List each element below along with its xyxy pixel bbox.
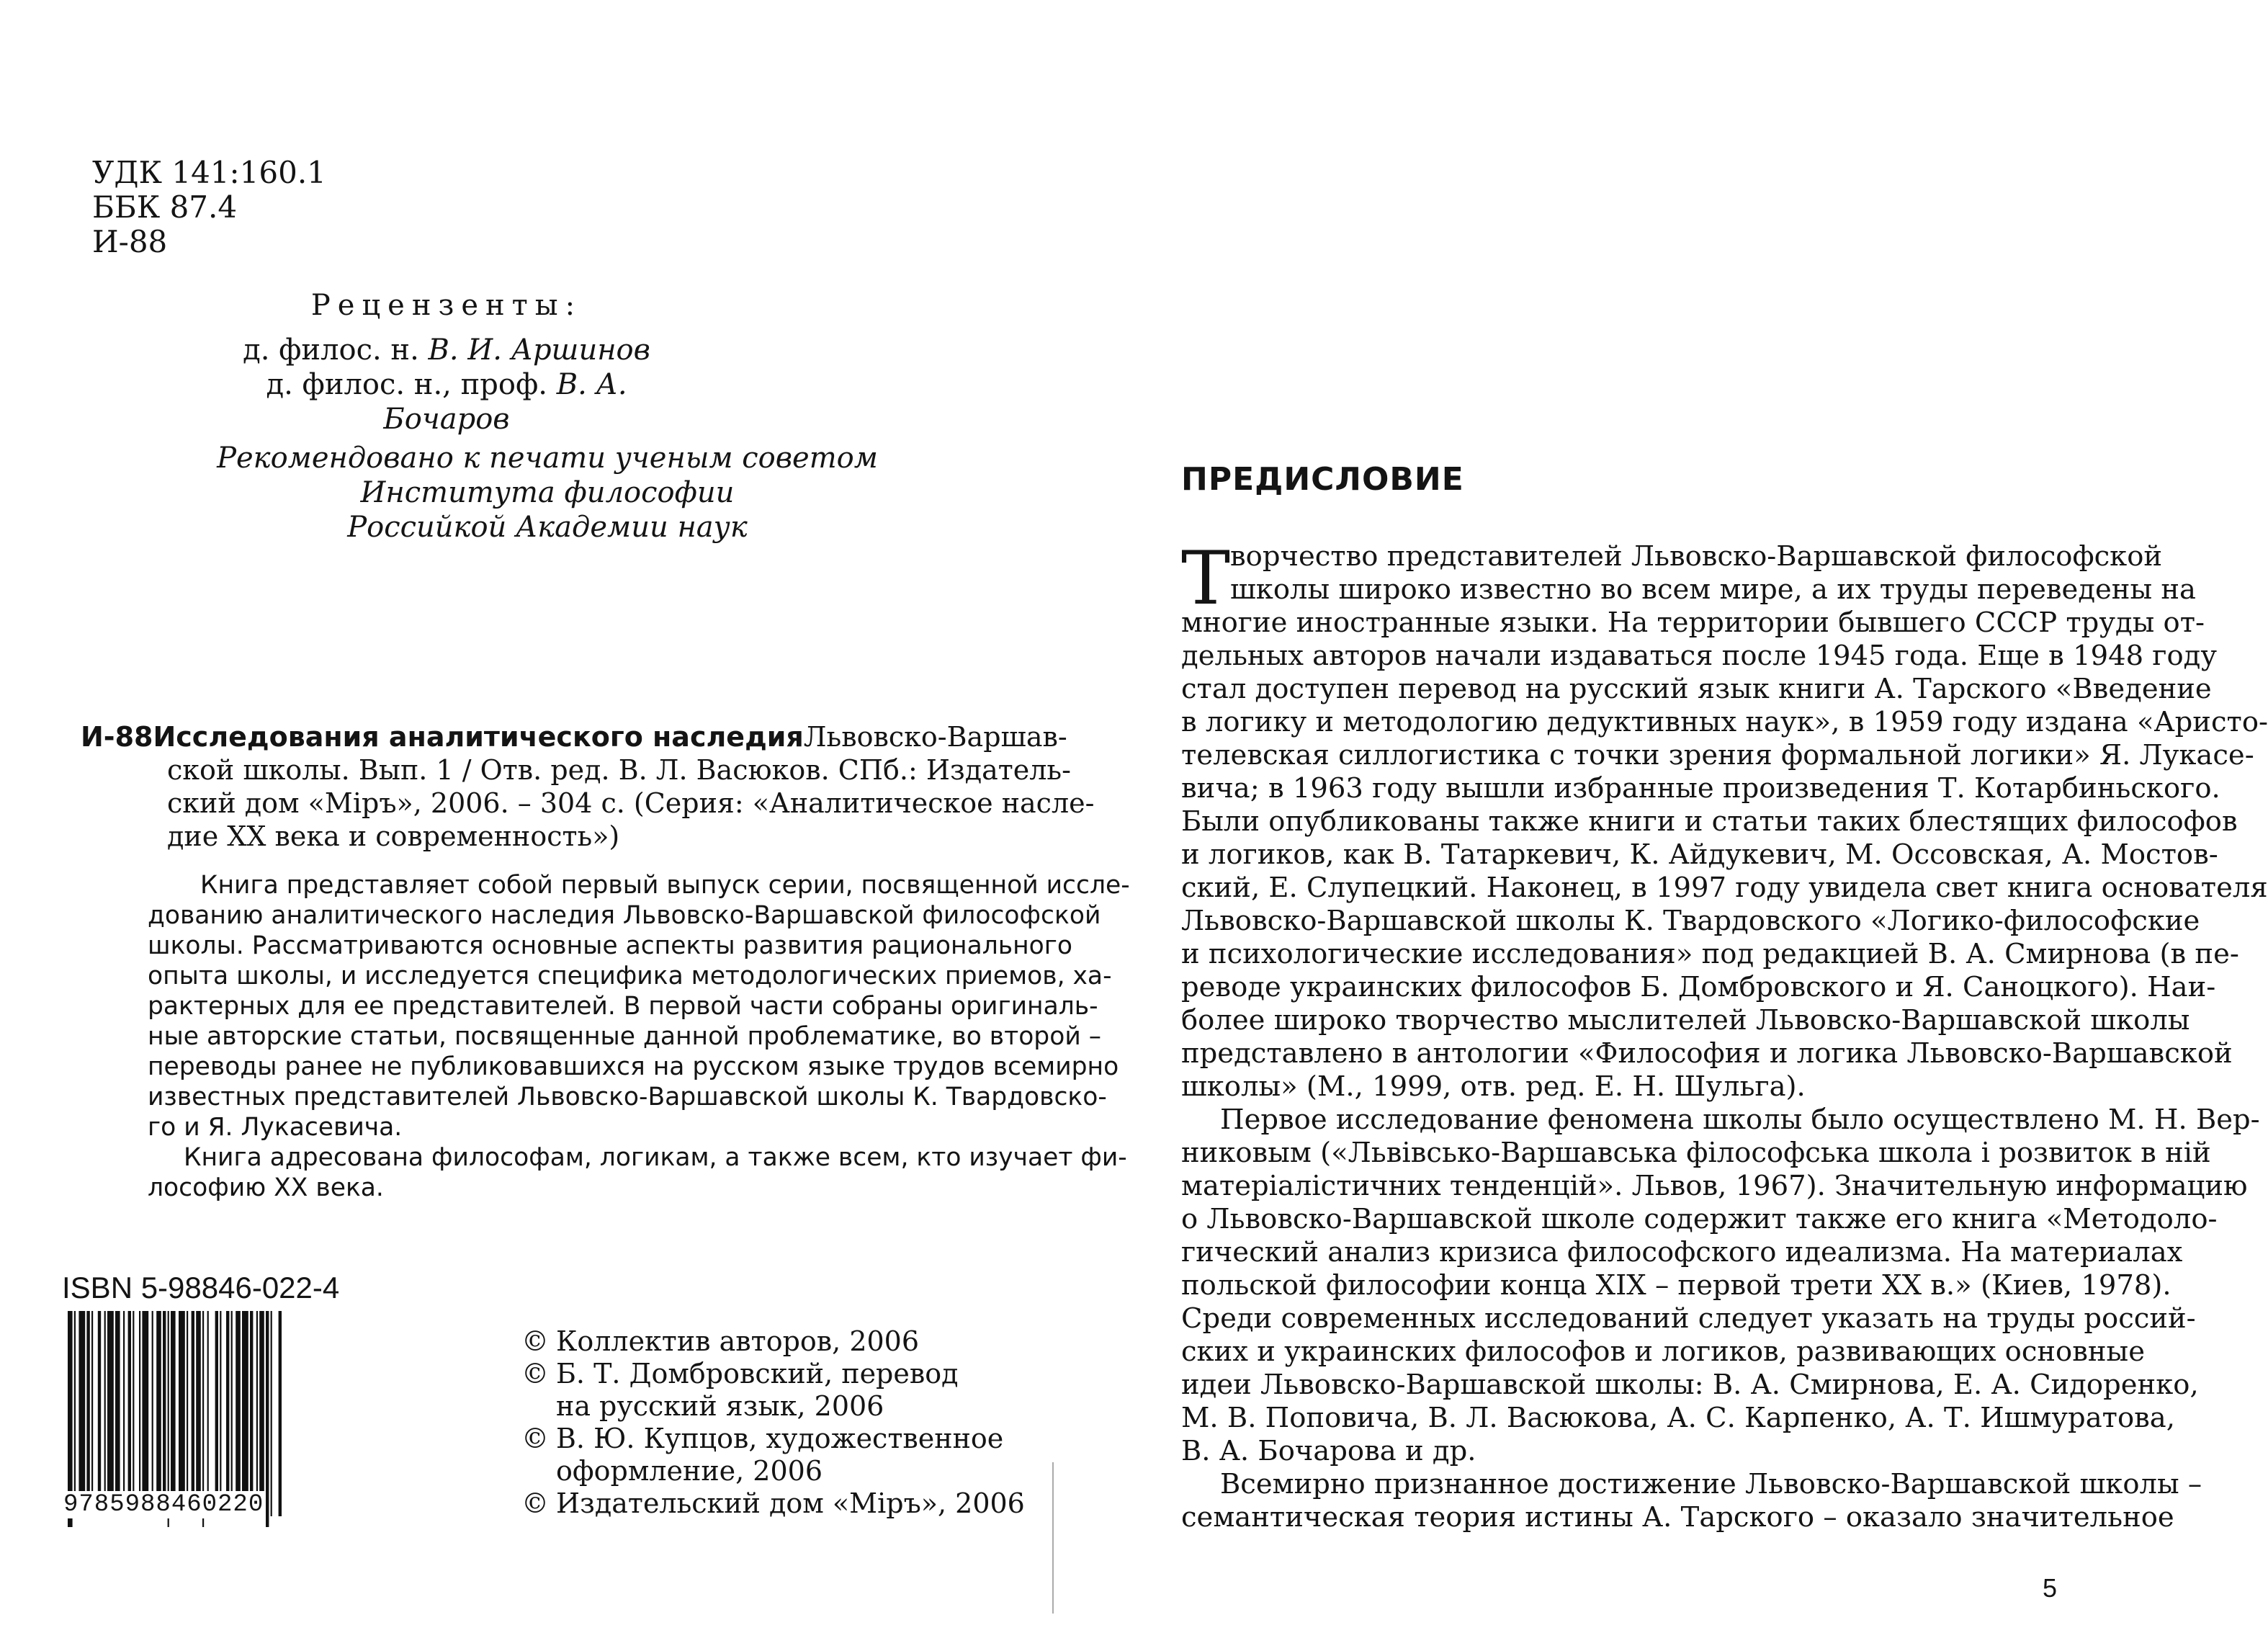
udc-block	[92, 156, 326, 259]
barcode-bar	[192, 1311, 194, 1516]
copyright-icon: ©	[521, 1487, 549, 1519]
preface-line: М. В. Поповича, В. Л. Васюкова, А. С. Карпенко, А. Т. Ишмуратова,	[1181, 1402, 2176, 1434]
preface-line: многие иностранные языки. На территории бывшего СССР труды от-	[1181, 607, 2205, 639]
catalog-code: И-88	[81, 721, 153, 753]
barcode-bar	[152, 1311, 153, 1516]
annotation-line: переводы ранее не публиковавшихся на русском языке трудов всемирно	[148, 1052, 1119, 1081]
preface-line: семантическая теория истины А. Тарского – оказало значительное	[1181, 1501, 2174, 1534]
barcode-bar	[187, 1311, 188, 1516]
annotation-line: дованию аналитического наследия Львовско-Варшавской философской	[148, 901, 1101, 930]
barcode-bar	[171, 1311, 176, 1516]
barcode-bar	[226, 1311, 229, 1516]
isbn: ISBN 5-98846-022-4	[62, 1271, 340, 1304]
preface-heading: ПРЕДИСЛОВИЕ	[1181, 461, 1464, 498]
reviewer-entry	[216, 333, 677, 367]
barcode-bar	[139, 1311, 140, 1516]
barcode-bar	[207, 1311, 209, 1516]
barcode-bar	[259, 1311, 264, 1516]
preface-line: школы» (М., 1999, отв. ред. Е. Н. Шульга).	[1181, 1070, 1806, 1103]
barcode-bar	[266, 1311, 269, 1527]
annotation-line: известных представителей Львовско-Варшавской школы К. Твардовско-	[148, 1083, 1107, 1111]
preface-line: Всемирно признанное достижение Львовско-Варшавской школы –	[1220, 1468, 2202, 1500]
reviewer-entry	[216, 367, 677, 437]
copyright-line: на русский язык, 2006	[556, 1390, 884, 1422]
catalog-line: ский дом «Міръ», 2006. – 304 с. (Серия: «Аналитическое насле-	[167, 787, 1095, 819]
barcode-bar	[123, 1311, 125, 1516]
preface-line: никовым («Львівсько-Варшавська філософська школа і розвиток в ній	[1181, 1137, 2211, 1169]
copyright-icon: ©	[521, 1325, 549, 1357]
preface-line: польской философии конца XIX – первой трети XX в.» (Киев, 1978).	[1181, 1269, 2171, 1302]
barcode-bar	[128, 1311, 131, 1516]
barcode-bar	[163, 1311, 166, 1516]
barcode-bar	[91, 1311, 93, 1516]
barcode-bar	[256, 1311, 258, 1516]
catalog-line: ской школы. Вып. 1 / Отв. ред. В. Л. Васюков. СПб.: Издатель-	[167, 754, 1071, 786]
preface-line: о Львовско-Варшавской школе содержит также его книга «Методоло-	[1181, 1203, 2218, 1235]
preface-line: более широко творчество мыслителей Львовско-Варшавской школы	[1181, 1004, 2190, 1037]
annotation-line: Книга представляет собой первый выпуск серии, посвященной иссле-	[200, 871, 1130, 900]
preface-line: и психологические исследования» под редакцией В. А. Смирнова (в пе-	[1181, 938, 2239, 970]
preface-line: и логиков, как В. Татаркевич, К. Айдукевич, М. Оссовская, А. Мостов-	[1181, 838, 2218, 871]
annotation-line: лософию XX века.	[148, 1173, 384, 1202]
annotation-line: рактерных для ее представителей. В первой части собраны оригиналь-	[148, 992, 1098, 1021]
preface-line: стал доступен перевод на русский язык книги А. Тарского «Введение	[1181, 673, 2212, 705]
barcode-bar	[74, 1311, 76, 1516]
preface-line: телевская силлогистика с точки зрения формальной логики» Я. Лукасе-	[1181, 739, 2254, 771]
annotation-line: школы. Рассматриваются основные аспекты развития рационального	[148, 931, 1073, 960]
recommendation-block	[216, 441, 879, 545]
preface-line: ворчество представителей Львовско-Варшавской философской	[1230, 540, 2163, 573]
copyright-line: оформление, 2006	[556, 1455, 823, 1487]
preface-line: ских и украинских философов и логиков, развивающих основные	[1181, 1335, 2145, 1368]
copyright-item	[521, 1487, 1025, 1520]
barcode-digits: 9785988460220	[63, 1491, 264, 1518]
page-fold-divider	[1052, 1462, 1054, 1614]
barcode-bar	[196, 1311, 201, 1516]
page-number: 5	[2043, 1573, 2058, 1603]
drop-cap: Т	[1181, 536, 1231, 622]
recommendation-line: Института философии	[360, 476, 735, 509]
barcode-bar	[86, 1311, 89, 1516]
reviewer-name: В. И. Аршинов	[428, 334, 650, 367]
barcode-bar	[179, 1311, 185, 1516]
catalog-title: Исследования аналитического наследия	[153, 721, 804, 753]
preface-line: гический анализ кризиса философского идеализма. На материалах	[1181, 1236, 2183, 1268]
barcode-bar	[104, 1311, 106, 1516]
copyright-line: В. Ю. Купцов, художественное	[556, 1423, 1004, 1454]
preface-line: представлено в антологии «Философия и логика Львовско-Варшавской	[1181, 1037, 2233, 1070]
barcode-bar	[79, 1311, 85, 1516]
reviewer-name: В. А. Бочаров	[383, 368, 627, 436]
preface-line: школы широко известно во всем мире, а их труды переведены на	[1230, 573, 2196, 606]
copyright-item	[521, 1358, 1025, 1423]
barcode-bar	[279, 1311, 282, 1516]
bbk-code: ББК 87.4	[92, 189, 238, 225]
copyright-icon: ©	[521, 1423, 549, 1454]
preface-line: Были опубликованы также книги и статьи таких блестящих философов	[1181, 805, 2238, 838]
preface-line: в логику и методологию дедуктивных наук», в 1959 году издана «Аристо-	[1181, 706, 2268, 738]
barcode-bar	[271, 1311, 272, 1516]
annotation-line: го и Я. Лукасевича.	[148, 1113, 403, 1142]
copyright-line: Коллектив авторов, 2006	[556, 1325, 920, 1357]
copyright-block	[521, 1325, 1025, 1520]
copyright-line: Б. Т. Домбровский, перевод	[556, 1358, 959, 1389]
barcode-bar	[98, 1311, 101, 1516]
preface-line: дельных авторов начали издаваться после 1945 года. Еще в 1948 году	[1181, 640, 2218, 672]
barcode-bar	[133, 1311, 134, 1516]
barcode-bar	[215, 1311, 218, 1516]
catalog-line	[81, 720, 1067, 753]
preface-line: Львовско-Варшавской школы К. Твардовского «Логико-философские	[1181, 905, 2200, 937]
udc-code: УДК 141:160.1	[92, 155, 326, 190]
copyright-icon: ©	[521, 1358, 549, 1389]
annotation-line: ные авторские статьи, посвященные данной проблематике, во второй –	[148, 1022, 1101, 1051]
reviewer-title: д. филос. н.	[243, 334, 429, 367]
preface-line: ский, Е. Слупецкий. Наконец, в 1997 году увидела свет книга основателя	[1181, 872, 2268, 904]
barcode-bar	[115, 1311, 120, 1516]
preface-line: Первое исследование феномена школы было осуществлено М. Н. Вер-	[1220, 1104, 2260, 1136]
annotation-line: опыта школы, и исследуется специфика методологических приемов, ха-	[148, 962, 1112, 990]
barcode-bar	[107, 1311, 114, 1516]
catalog-text: Львовско-Варшав-	[803, 721, 1067, 753]
recommendation-line: Российкой Академии наук	[347, 511, 748, 544]
barcode-bar	[236, 1311, 241, 1516]
preface-line: В. А. Бочарова и др.	[1181, 1435, 1476, 1467]
barcode-bar	[156, 1311, 161, 1516]
copyright-line: Издательский дом «Міръ», 2006	[556, 1487, 1025, 1519]
copyright-item	[521, 1423, 1025, 1487]
preface-line: матеріалістичних тенденцій». Львов, 1967). Значительную информацию	[1181, 1170, 2248, 1202]
barcode-bar	[231, 1311, 233, 1516]
barcode-bar	[250, 1311, 253, 1516]
catalog-line: дие XX века и современность»)	[167, 820, 620, 852]
recommendation-line: Рекомендовано к печати ученым советом	[217, 442, 878, 475]
copyright-item	[521, 1325, 1025, 1358]
preface-line: реводе украинских философов Б. Домбровского и Я. Саноцкого). Наи-	[1181, 971, 2216, 1003]
reviewers-heading: Рецензенты:	[310, 289, 583, 322]
barcode-bar	[242, 1311, 248, 1516]
preface-line: Среди современных исследований следует указать на труды россий-	[1181, 1302, 2196, 1335]
author-mark: И-88	[92, 224, 168, 259]
barcode-bar	[220, 1311, 221, 1516]
preface-line: идеи Львовско-Варшавской школы: В. А. Смирнова, Е. А. Сидоренко,	[1181, 1369, 2199, 1401]
reviewer-title: д. филос. н., проф.	[266, 368, 557, 401]
annotation-line: Книга адресована философам, логикам, а также всем, кто изучает фи-	[184, 1143, 1127, 1172]
barcode-bar	[142, 1311, 148, 1516]
reviewers-block	[216, 288, 677, 437]
preface-line: вича; в 1963 году вышли избранные произведения Т. Котарбиньского.	[1181, 772, 2220, 805]
